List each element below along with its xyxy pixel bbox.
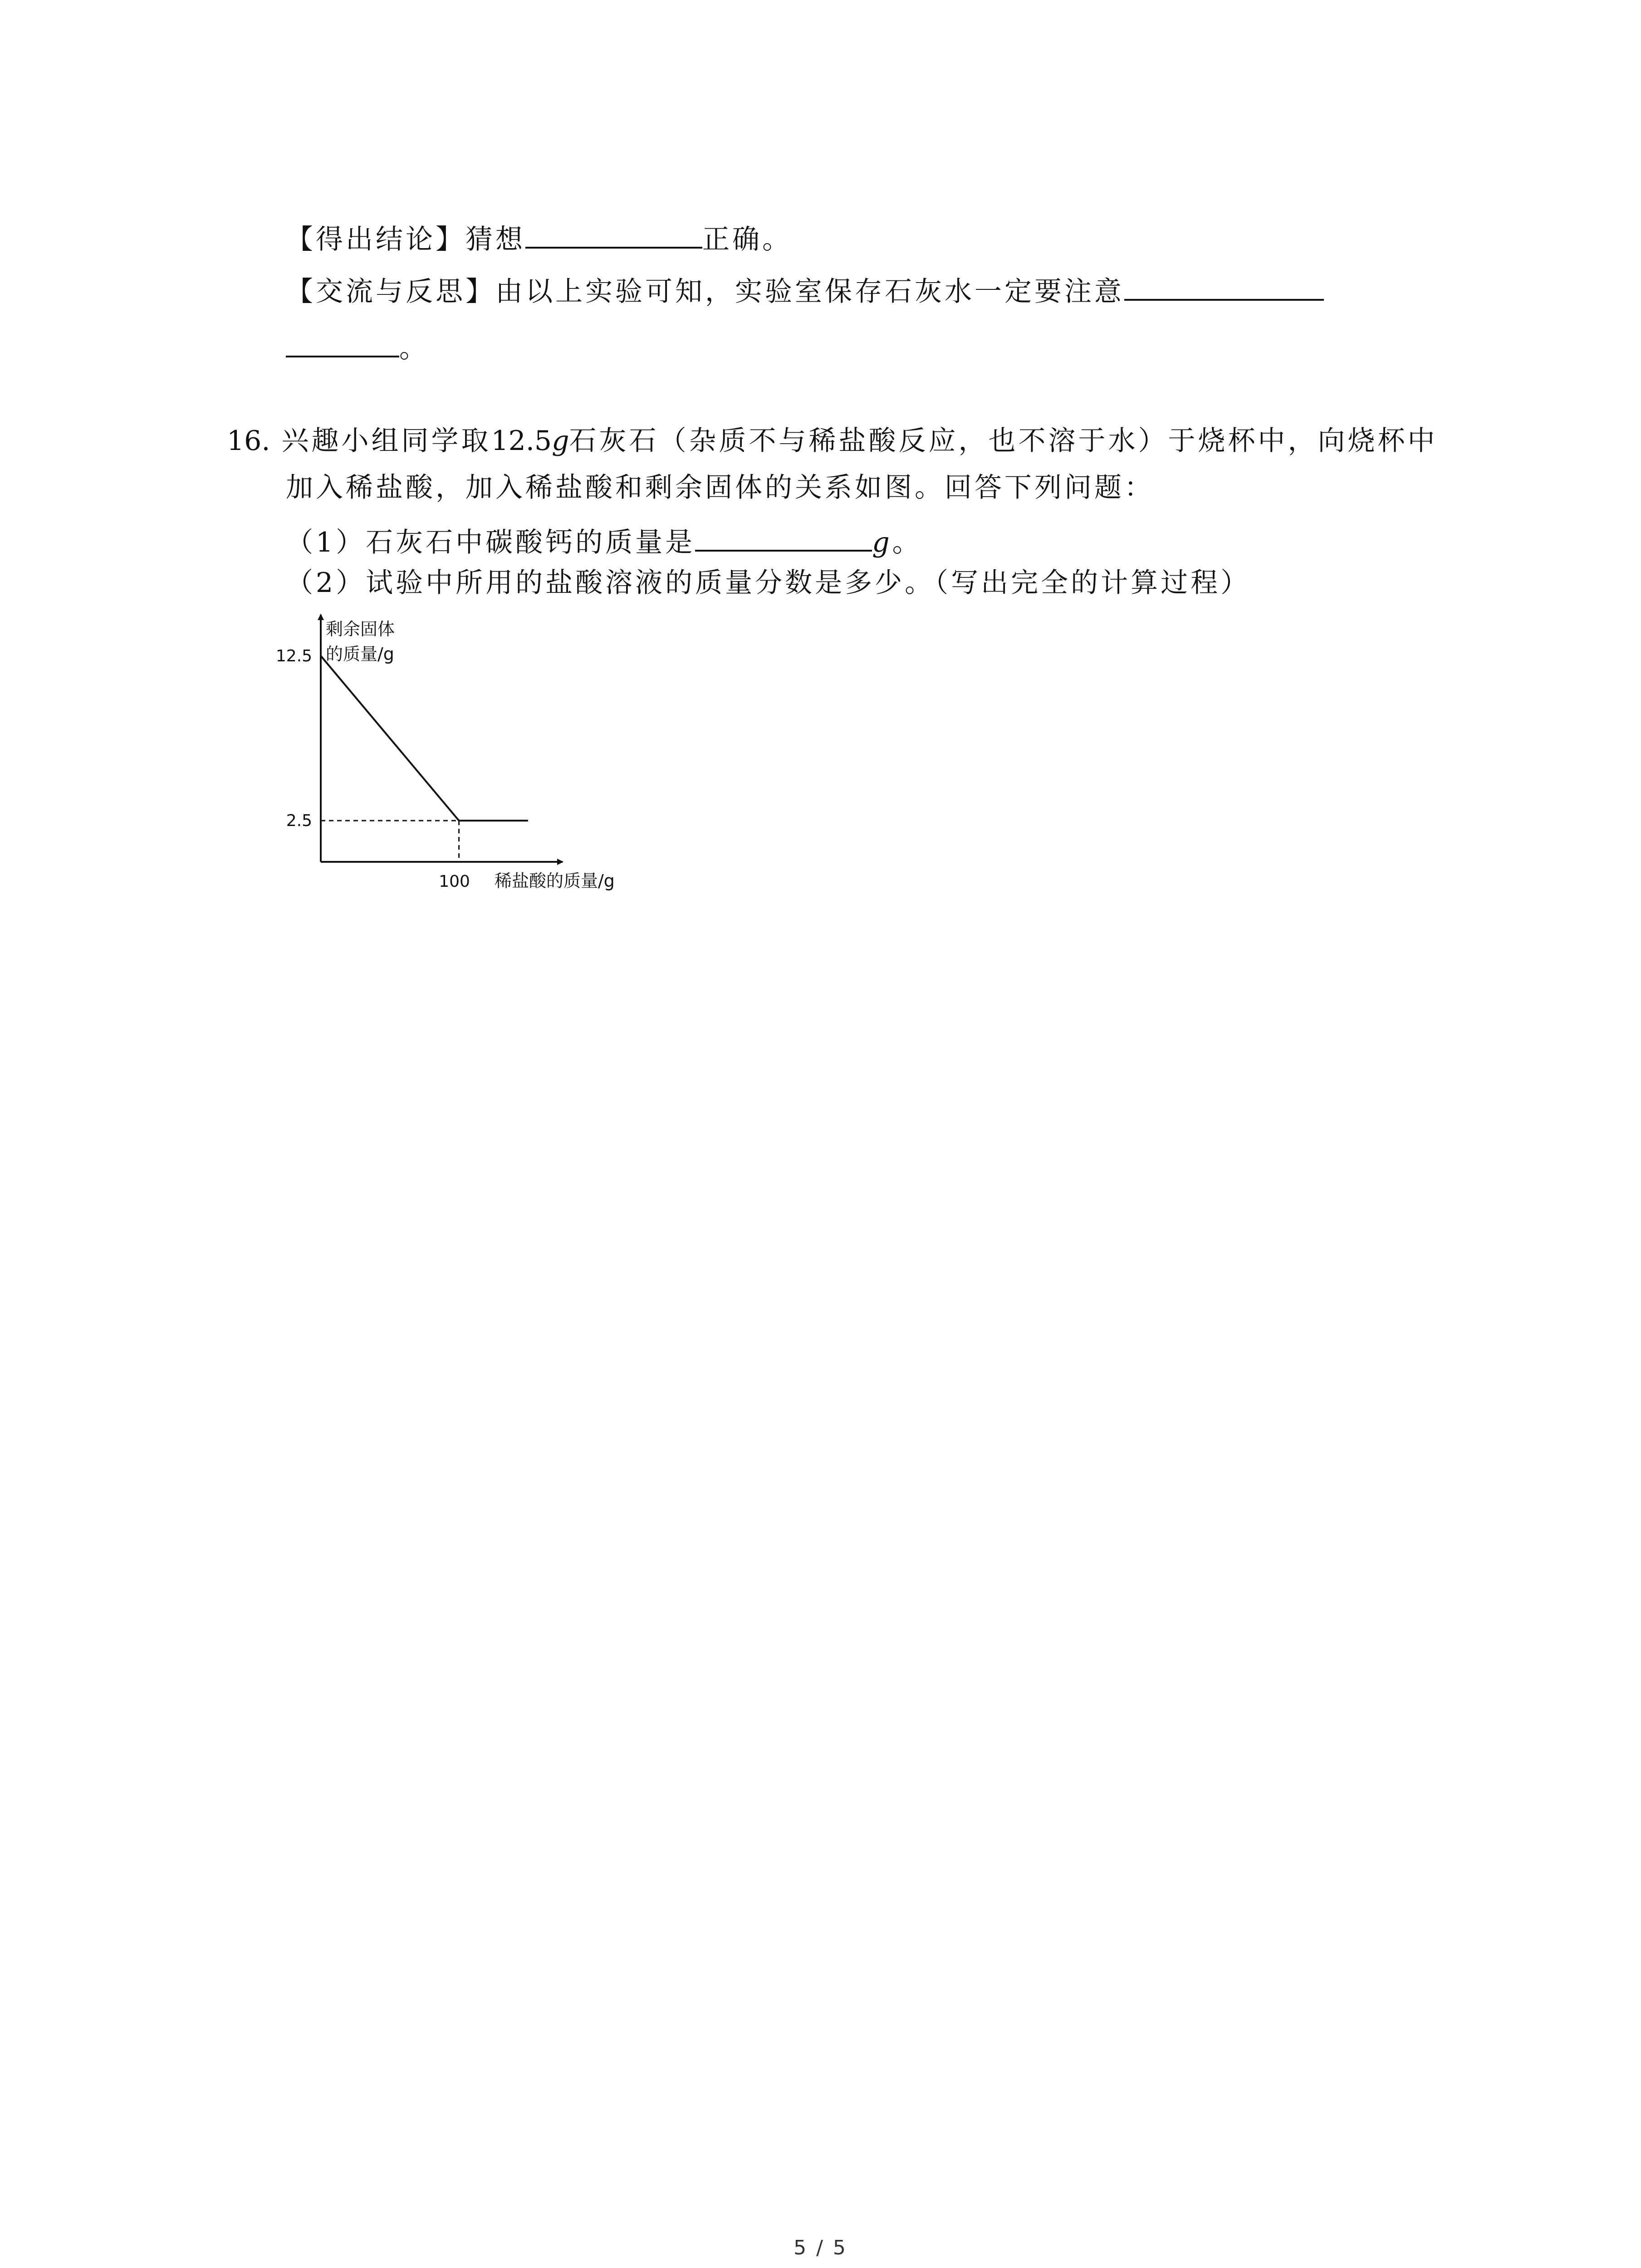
y-tick-label-low: 2.5	[286, 811, 312, 831]
page-number: 5 / 5	[794, 2236, 847, 2259]
conclusion-text: 猜想	[465, 224, 525, 255]
question-16-text-c: 加入稀盐酸，加入稀盐酸和剩余固体的关系如图。回答下列问题：	[286, 472, 1154, 503]
x-tick-label: 100	[439, 872, 470, 891]
question-16-sub-2	[286, 565, 1250, 601]
reflection-text: 由以上实验可知，实验室保存石灰水一定要注意	[495, 276, 1124, 308]
sub-question-2-text: （2）试验中所用的盐酸溶液的质量分数是多少。（写出完全的计算过程）	[286, 567, 1251, 599]
sub-question-1-answer-blank[interactable]	[695, 522, 872, 552]
sub-question-1-end: 。	[892, 527, 922, 558]
sample-mass: 12.5	[491, 425, 552, 457]
reflection-answer-blank-2[interactable]	[286, 327, 399, 357]
data-line	[321, 656, 528, 821]
question-16-line-2	[286, 469, 1154, 506]
reflection-continuation-line	[286, 327, 429, 367]
sample-mass-unit: g	[552, 425, 569, 457]
question-16-line-1	[227, 423, 1438, 459]
conclusion-line	[286, 219, 792, 258]
remaining-solid-chart	[272, 608, 681, 916]
conclusion-label: 【得出结论】	[286, 224, 465, 255]
conclusion-end-text: 正确。	[702, 224, 792, 255]
question-16-text-b: 石灰石（杂质不与稀盐酸反应，也不溶于水）于烧杯中，向烧杯中	[569, 425, 1438, 457]
reflection-end-text: 。	[399, 332, 429, 364]
reflection-answer-blank-1[interactable]	[1124, 271, 1324, 301]
conclusion-answer-blank[interactable]	[525, 219, 702, 249]
sub-question-1-unit: g	[872, 527, 892, 558]
reflection-line	[286, 271, 1324, 310]
y-axis-label-line-1: 剩余固体	[326, 619, 395, 639]
question-number: 16.	[227, 425, 270, 457]
y-axis-label-line-2: 的质量/g	[326, 644, 394, 664]
y-tick-label-high: 12.5	[275, 646, 312, 665]
question-16-sub-1	[286, 522, 922, 561]
reflection-label: 【交流与反思】	[286, 276, 495, 308]
sub-question-1-text: （1）石灰石中碳酸钙的质量是	[286, 527, 696, 558]
question-16-text-a: 兴趣小组同学取	[281, 425, 491, 457]
x-axis-label: 稀盐酸的质量/g	[495, 871, 615, 891]
